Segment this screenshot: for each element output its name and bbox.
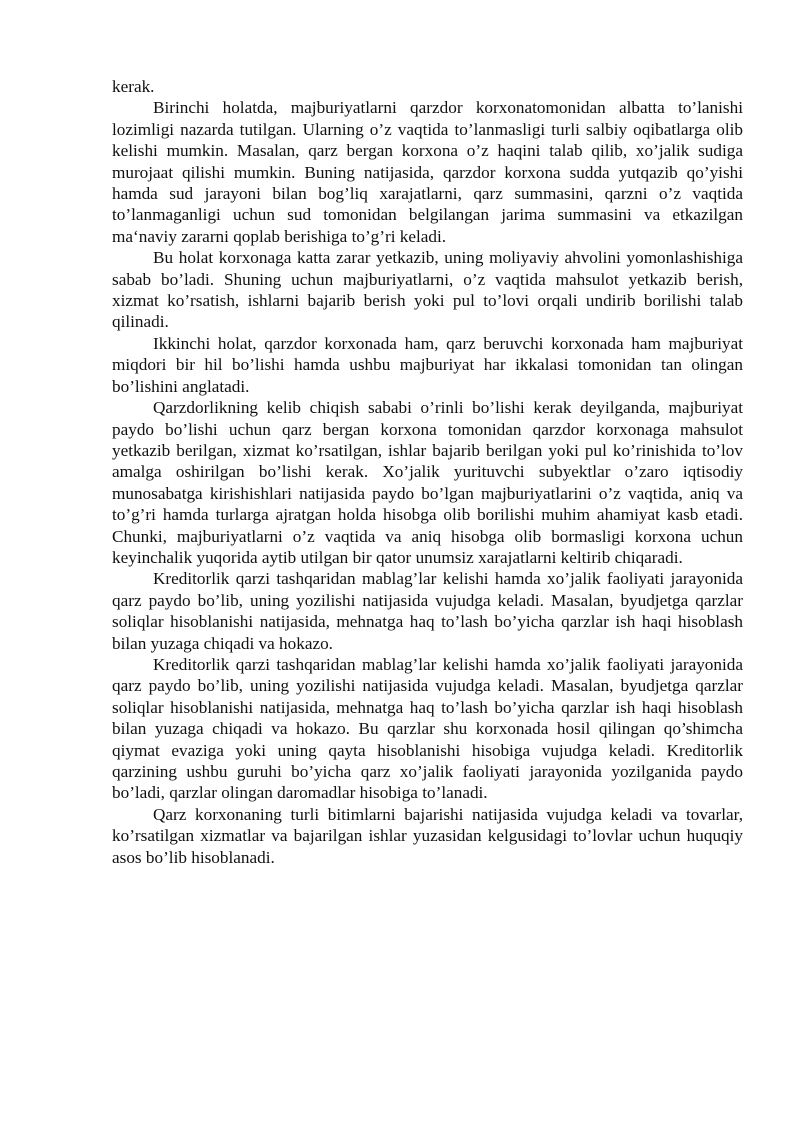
paragraph: Bu holat korxonaga katta zarar yetkazib, uning moliyaviy ahvolini yomonlashishiga sabab bo’ladi. Shuning uchun majburiyatlarni, o’z vaqtida mahsulot yetkazib berish, xizmat ko’rsatish, ishlarni bajarib berish yoki pul to’lovi orqali undirib borilishi talab qilinadi. — [112, 248, 743, 332]
paragraph: Qarz korxonaning turli bitimlarni bajarishi natijasida vujudga keladi va tovarlar, ko’rsatilgan xizmatlar va bajarilgan ishlar yuzasidan kelgusidagi to’lovlar uchun huquqiy asos bo’lib hisoblanadi. — [112, 804, 743, 867]
paragraph: Kreditorlik qarzi tashqaridan mablag’lar kelishi hamda xo’jalik faoliyati jarayonida qarz paydo bo’lib, uning yozilishi natijasida vujudga keladi. Masalan, byudjetga qarzlar soliqlar hisoblanishi natijasida, mehnatga haq to’lash bo’yicha qarzlar ish haqi hisoblash bilan yuzaga chiqadi va hokazo. Bu qarzlar shu korxonada hosil qilingan qo’shimcha qiymat evaziga yoki uning qayta hisoblanishi hisobiga vujudga keladi. Kreditorlik qarzining ushbu guruhi bo’yicha qarz xo’jalik faoliyati jarayonida yozilganida paydo bo’ladi, qarzlar olingan daromadlar hisobiga to’lanadi. — [112, 654, 743, 803]
document-page — [112, 76, 743, 868]
paragraph: Kreditorlik qarzi tashqaridan mablag’lar kelishi hamda xo’jalik faoliyati jarayonida qarz paydo bo’lib, uning yozilishi natijasida vujudga keladi. Masalan, byudjetga qarzlar soliqlar hisoblanishi natijasida, mehnatga haq to’lash bo’yicha qarzlar ish haqi hisoblash bilan yuzaga chiqadi va hokazo. — [112, 569, 743, 653]
paragraph-continuation: kerak. — [112, 77, 155, 96]
paragraph: Birinchi holatda, majburiyatlarni qarzdor korxonatomonidan albatta to’lanishi lozimligi nazarda tutilgan. Ularning o’z vaqtida to’lanmasligi turli salbiy oqibatlarga olib kelishi mumkin. Masalan, qarz bergan korxona o’z haqini talab qilib, xo’jalik sudiga murojaat qilishi mumkin. Buning natijasida, qarzdor korxona sudda yutqazib qo’yishi hamda sud jarayoni bilan bog’liq xarajatlarni, qarz summasini, qarzni o’z vaqtida to’lanmaganligi uchun sud tomonidan belgilangan jarima summasini va etkazilgan ma‘naviy zararni qoplab berishiga to’g’ri keladi. — [112, 98, 743, 246]
paragraph: Qarzdorlikning kelib chiqish sababi o’rinli bo’lishi kerak deyilganda, majburiyat paydo bo’lishi uchun qarz bergan korxona tomonidan qarzdor korxonaga mahsulot yetkazib berilgan, xizmat ko’rsatilgan, ishlar bajarib berilgan yoki pul ko’rinishida to’lov amalga oshirilgan bo’lishi kerak. Xo’jalik yurituvchi subyektlar o’zaro iqtisodiy munosabatga kirishishlari natijasida paydo bo’lgan majburiyatlarini o’z vaqtida, aniq va to’g’ri hamda turlarga ajratgan holda hisobga olib borilishi muhim ahamiyat kasb etadi. Chunki, majburiyatlarni o’z vaqtida va aniq hisobga olib bormasligi korxona uchun keyinchalik yuqorida aytib utilgan bir qator unumsiz xarajatlarni keltirib chiqaradi. — [112, 398, 743, 567]
paragraph: Ikkinchi holat, qarzdor korxonada ham, qarz beruvchi korxonada ham majburiyat miqdori bir hil bo’lishi hamda ushbu majburiyat har ikkalasi tomonidan tan olingan bo’lishini anglatadi. — [112, 333, 743, 396]
